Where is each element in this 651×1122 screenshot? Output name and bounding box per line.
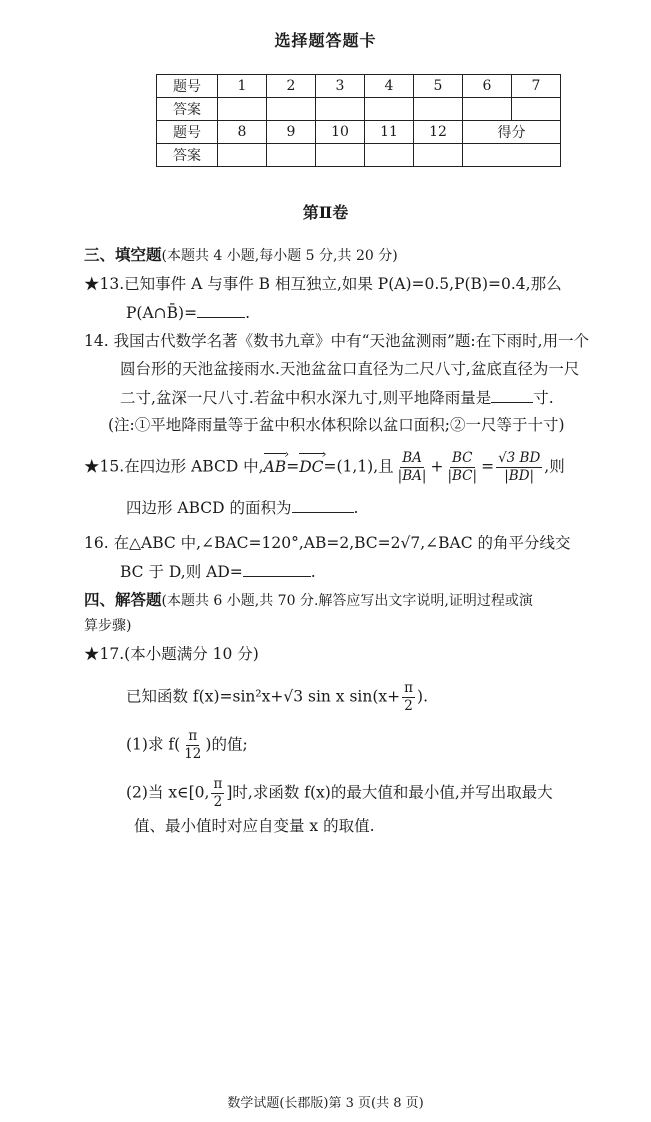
fraction-numerator: π [188,728,198,744]
fraction-pi-over-2 [211,776,224,811]
question-17-title: ★17.(本小题满分 10 分) [84,645,259,663]
question-17-part2-line2: 值、最小值时对应自变量 x 的取值. [134,817,375,835]
question-15-text3: ,则 [544,457,565,476]
question-13-expr: P(A∩B̄)= [126,304,198,322]
fraction-denominator: 2 [213,794,223,810]
part1-end: 的值; [211,735,248,754]
solve-note-line2: 算步骤) [84,618,132,634]
equals-sign: = [481,457,495,476]
question-17-given [126,680,428,715]
answer-cell[interactable] [267,144,316,167]
given-function: 已知函数 f(x)=sin²x+√3 sin x sin [126,687,373,706]
fraction-ba [396,450,429,485]
question-17-part1: (1)求 f( $\frac{\pi}{12}$ )的值; [126,728,248,762]
question-16-text: BC 于 D,则 AD= [120,563,243,581]
question-15-prefix: ★15. [84,457,125,476]
question-16-line2 [120,560,316,583]
fill-heading-line [84,244,398,267]
question-15-text2: =(1,1),且 [323,457,394,476]
question-16-end: . [310,563,316,581]
fraction-denominator: |BC| [447,468,478,484]
part2-text: (2)当 x∈ [126,783,189,802]
answer-cell[interactable] [414,144,463,167]
solve-note: (本题共 6 小题,共 70 分.解答应写出文字说明,证明过程或演 [161,593,533,609]
answer-cell[interactable] [365,98,414,121]
solve-heading: 四、解答题 [84,590,162,609]
question-14-line3 [120,386,554,409]
question-14-note: (注:①平地降雨量等于盆中积水体积除以盆口面积;②一尺等于十寸) [108,416,565,434]
question-13-line1 [84,273,562,295]
given-close: ). [417,687,429,706]
fraction-numerator: √3 BD [498,450,541,466]
part2-text2: 时,求函数 f(x)的最大值和最小值,并写出取最大 [232,783,553,802]
question-15-line2 [126,496,358,519]
table-row [157,144,561,167]
table-cell: 2 [267,75,316,98]
question-16-line1: 16. 在△ABC 中,∠BAC=120°,AB=2,BC=2√7,∠BAC 的角平分线交 [84,534,571,552]
question-15-line1 [84,450,565,485]
interval-open: [0, [188,783,210,802]
table-cell: 3 [316,75,365,98]
answer-blank[interactable] [292,496,354,513]
table-cell: 10 [316,121,365,144]
table-header-cell: 题号 [157,75,218,98]
answer-cell[interactable] [218,144,267,167]
fraction-pi-over-12 [182,728,203,763]
plus-sign: + [430,457,444,476]
question-15-end: . [353,499,359,517]
question-15-text: 在四边形 ABCD 中, [124,457,264,476]
fraction-numerator: BA [402,450,422,466]
page-footer: 数学试题(长郡版)第 3 页(共 8 页) [227,1096,424,1111]
fraction-bc [445,450,479,485]
fraction-denominator: |BA| [397,468,427,484]
fraction-denominator: 12 [184,746,202,762]
fraction-numerator: BC [452,450,473,466]
answer-cell[interactable] [316,144,365,167]
table-cell: 1 [218,75,267,98]
fraction-numerator: π [404,680,414,696]
fraction-numerator: π [213,776,223,792]
answer-cell[interactable] [512,98,561,121]
fraction-denominator: 2 [404,698,413,714]
fraction-bd [496,450,542,485]
question-13-text: 已知事件 A 与事件 B 相互独立,如果 P(A)=0.5,P(B)=0.4,那么 [124,275,562,293]
table-row [157,75,561,98]
question-13-end: . [245,304,251,322]
table-header-cell: 题号 [157,121,218,144]
score-label-cell: 得分 [463,121,561,144]
question-15-ask: 四边形 ABCD 的面积为 [126,499,292,517]
answer-cell[interactable] [316,98,365,121]
question-14-line1: 14. 我国古代数学名著《数书九章》中有“天池盆测雨”题:在下雨时,用一个 [84,332,590,350]
table-row [157,98,561,121]
answer-blank[interactable] [243,560,311,577]
answer-cell[interactable] [218,98,267,121]
answer-cell[interactable] [365,144,414,167]
table-header-cell: 答案 [157,98,218,121]
table-cell: 7 [512,75,561,98]
vector-dc: DC › [299,456,323,478]
question-14-line2: 圆台形的天池盆接雨水.天池盆盆口直径为二尺八寸,盆底直径为一尺 [120,360,580,378]
answer-blank[interactable] [491,386,533,403]
section-title: 第Ⅱ卷 [302,203,349,222]
table-cell: 8 [218,121,267,144]
score-cell[interactable] [463,144,561,167]
table-row [157,121,561,144]
fraction-denominator: |BD| [504,468,535,484]
table-cell: 11 [365,121,414,144]
solve-heading-line [84,589,533,612]
table-cell: 6 [463,75,512,98]
equals-sign: = [286,457,300,476]
question-14-end: 寸. [533,389,554,407]
question-17-part2-line1 [126,776,553,811]
fill-heading: 三、填空题 [84,245,162,264]
question-14-text: 二寸,盆深一尺八寸.若盆中积水深九寸,则平地降雨量是 [120,389,492,407]
fraction-pi-over-2 [402,680,415,715]
question-13-line2 [126,301,250,324]
fill-note: (本题共 4 小题,每小题 5 分,共 20 分) [161,248,398,264]
table-header-cell: 答案 [157,144,218,167]
question-13-prefix: ★13. [84,275,125,293]
answer-blank[interactable] [197,301,245,318]
answer-card-table [156,74,561,167]
part1-text: (1)求 f [126,735,175,754]
table-cell: 5 [414,75,463,98]
interval-close: ] [226,783,233,802]
answer-cell[interactable] [267,98,316,121]
answer-card-title: 选择题答题卡 [274,31,377,50]
answer-cell[interactable] [414,98,463,121]
vector-ab: AB › [264,456,287,478]
table-cell: 4 [365,75,414,98]
table-cell: 12 [414,121,463,144]
answer-cell[interactable] [463,98,512,121]
given-argument: (x+ [372,687,401,706]
table-cell: 9 [267,121,316,144]
